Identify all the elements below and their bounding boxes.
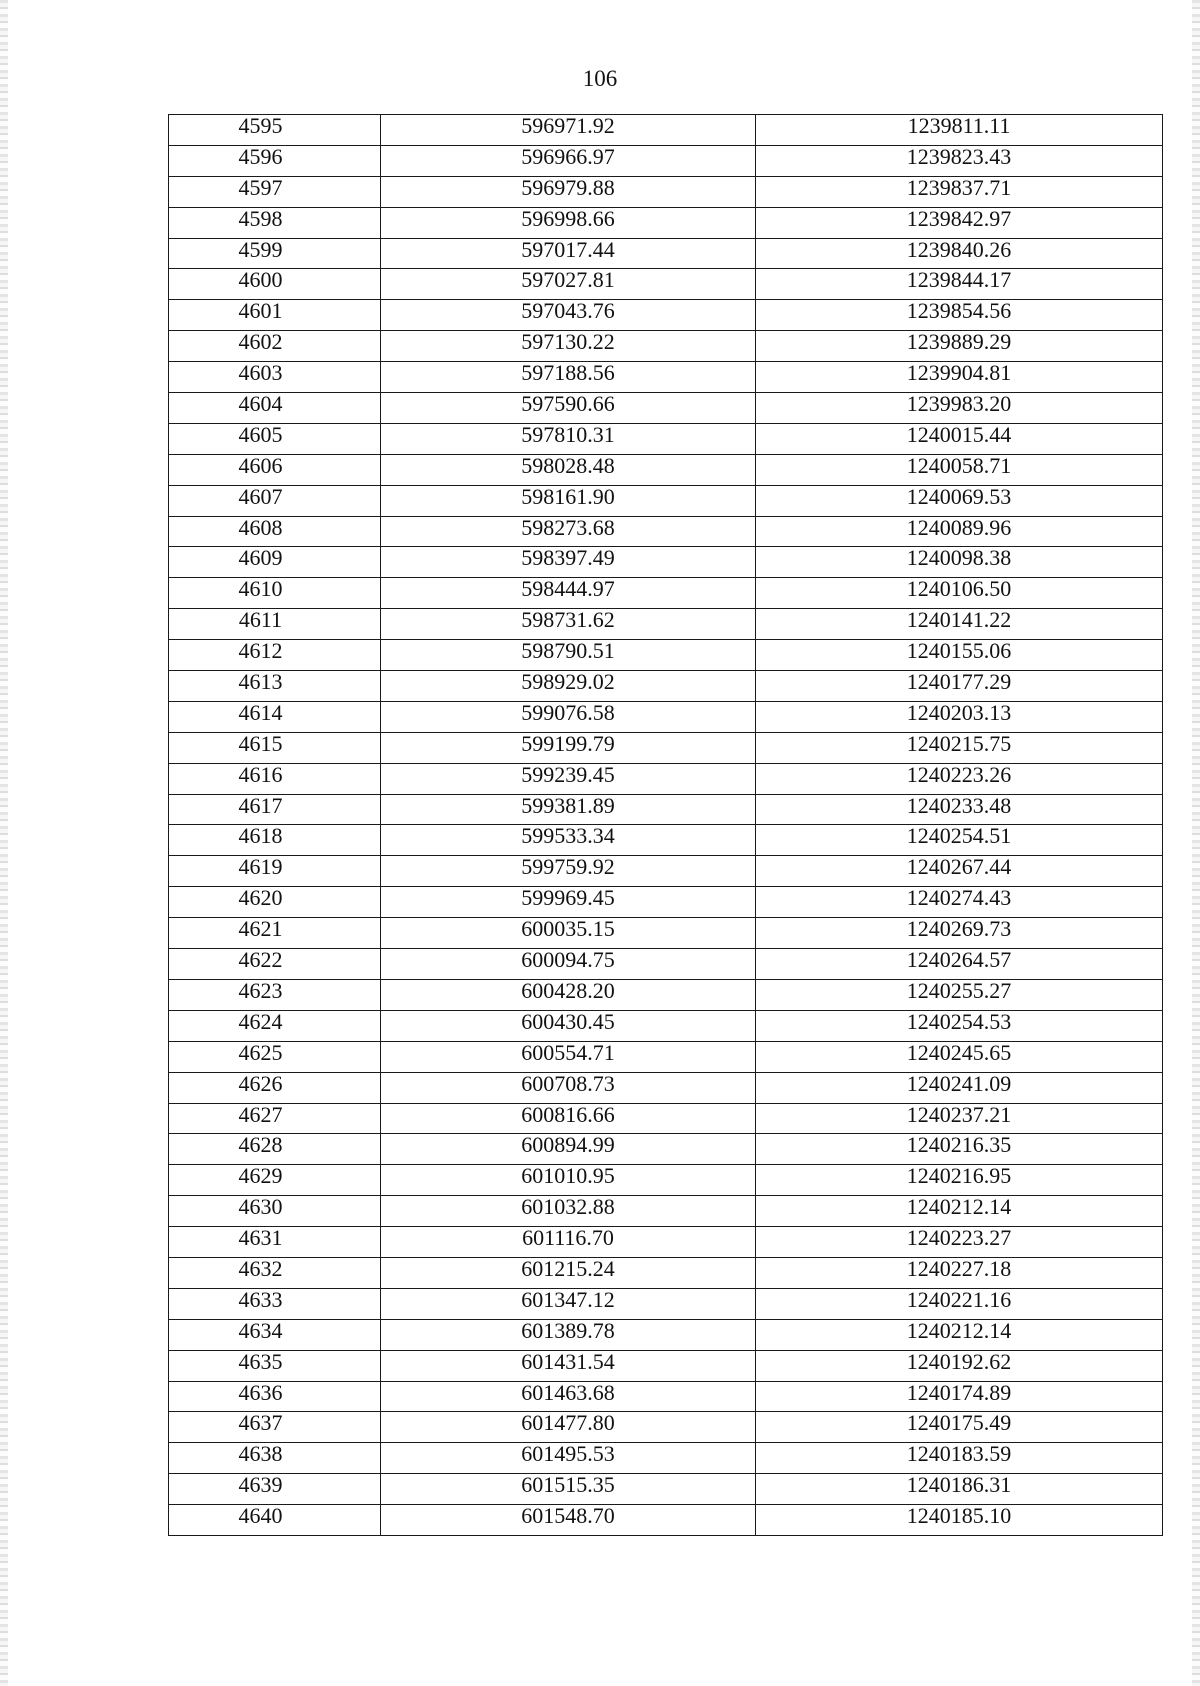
point-number-cell: 4634	[169, 1319, 381, 1350]
y-coordinate-cell: 1240269.73	[756, 918, 1163, 949]
point-number-cell: 4599	[169, 238, 381, 269]
x-coordinate-cell: 601495.53	[381, 1443, 756, 1474]
y-coordinate-cell: 1240254.53	[756, 1010, 1163, 1041]
y-coordinate-cell: 1240212.14	[756, 1319, 1163, 1350]
table-row	[169, 1319, 1163, 1350]
point-number-cell: 4605	[169, 423, 381, 454]
y-coordinate-cell: 1240255.27	[756, 979, 1163, 1010]
table-row	[169, 1103, 1163, 1134]
x-coordinate-cell: 597017.44	[381, 238, 756, 269]
x-coordinate-cell: 597027.81	[381, 269, 756, 300]
y-coordinate-cell: 1239842.97	[756, 207, 1163, 238]
table-row	[169, 454, 1163, 485]
x-coordinate-cell: 597188.56	[381, 362, 756, 393]
y-coordinate-cell: 1240233.48	[756, 794, 1163, 825]
x-coordinate-cell: 598028.48	[381, 454, 756, 485]
x-coordinate-cell: 601116.70	[381, 1227, 756, 1258]
point-number-cell: 4604	[169, 393, 381, 424]
table-row	[169, 1072, 1163, 1103]
y-coordinate-cell: 1240215.75	[756, 732, 1163, 763]
point-number-cell: 4621	[169, 918, 381, 949]
point-number-cell: 4609	[169, 547, 381, 578]
coordinates-table-body	[169, 115, 1163, 1536]
table-row	[169, 393, 1163, 424]
y-coordinate-cell: 1239889.29	[756, 331, 1163, 362]
point-number-cell: 4615	[169, 732, 381, 763]
y-coordinate-cell: 1240254.51	[756, 825, 1163, 856]
x-coordinate-cell: 600816.66	[381, 1103, 756, 1134]
point-number-cell: 4640	[169, 1505, 381, 1536]
y-coordinate-cell: 1239844.17	[756, 269, 1163, 300]
y-coordinate-cell: 1240216.95	[756, 1165, 1163, 1196]
point-number-cell: 4597	[169, 176, 381, 207]
y-coordinate-cell: 1240185.10	[756, 1505, 1163, 1536]
table-row	[169, 1257, 1163, 1288]
point-number-cell: 4601	[169, 300, 381, 331]
x-coordinate-cell: 600554.71	[381, 1041, 756, 1072]
y-coordinate-cell: 1240223.26	[756, 763, 1163, 794]
table-row	[169, 1505, 1163, 1536]
y-coordinate-cell: 1239983.20	[756, 393, 1163, 424]
table-row	[169, 1474, 1163, 1505]
point-number-cell: 4595	[169, 115, 381, 146]
y-coordinate-cell: 1240106.50	[756, 578, 1163, 609]
point-number-cell: 4600	[169, 269, 381, 300]
table-row	[169, 1443, 1163, 1474]
x-coordinate-cell: 601215.24	[381, 1257, 756, 1288]
point-number-cell: 4616	[169, 763, 381, 794]
point-number-cell: 4624	[169, 1010, 381, 1041]
y-coordinate-cell: 1240203.13	[756, 701, 1163, 732]
table-row	[169, 1288, 1163, 1319]
table-row	[169, 145, 1163, 176]
x-coordinate-cell: 601548.70	[381, 1505, 756, 1536]
point-number-cell: 4630	[169, 1196, 381, 1227]
x-coordinate-cell: 597810.31	[381, 423, 756, 454]
table-row	[169, 1134, 1163, 1165]
table-row	[169, 1196, 1163, 1227]
table-row	[169, 331, 1163, 362]
y-coordinate-cell: 1240058.71	[756, 454, 1163, 485]
x-coordinate-cell: 598929.02	[381, 671, 756, 702]
point-number-cell: 4613	[169, 671, 381, 702]
point-number-cell: 4610	[169, 578, 381, 609]
table-row	[169, 176, 1163, 207]
x-coordinate-cell: 600894.99	[381, 1134, 756, 1165]
y-coordinate-cell: 1240192.62	[756, 1350, 1163, 1381]
table-row	[169, 640, 1163, 671]
x-coordinate-cell: 600094.75	[381, 949, 756, 980]
x-coordinate-cell: 596979.88	[381, 176, 756, 207]
y-coordinate-cell: 1240186.31	[756, 1474, 1163, 1505]
x-coordinate-cell: 596966.97	[381, 145, 756, 176]
y-coordinate-cell: 1240267.44	[756, 856, 1163, 887]
table-row	[169, 1165, 1163, 1196]
x-coordinate-cell: 597043.76	[381, 300, 756, 331]
table-row	[169, 423, 1163, 454]
point-number-cell: 4626	[169, 1072, 381, 1103]
point-number-cell: 4617	[169, 794, 381, 825]
y-coordinate-cell: 1240221.16	[756, 1288, 1163, 1319]
x-coordinate-cell: 597590.66	[381, 393, 756, 424]
table-row	[169, 732, 1163, 763]
y-coordinate-cell: 1240241.09	[756, 1072, 1163, 1103]
x-coordinate-cell: 601515.35	[381, 1474, 756, 1505]
x-coordinate-cell: 601032.88	[381, 1196, 756, 1227]
x-coordinate-cell: 601463.68	[381, 1381, 756, 1412]
y-coordinate-cell: 1240098.38	[756, 547, 1163, 578]
table-row	[169, 671, 1163, 702]
y-coordinate-cell: 1240274.43	[756, 887, 1163, 918]
table-row	[169, 949, 1163, 980]
x-coordinate-cell: 599533.34	[381, 825, 756, 856]
point-number-cell: 4622	[169, 949, 381, 980]
y-coordinate-cell: 1240177.29	[756, 671, 1163, 702]
y-coordinate-cell: 1240174.89	[756, 1381, 1163, 1412]
table-row	[169, 547, 1163, 578]
x-coordinate-cell: 596971.92	[381, 115, 756, 146]
x-coordinate-cell: 598731.62	[381, 609, 756, 640]
y-coordinate-cell: 1239840.26	[756, 238, 1163, 269]
table-row	[169, 763, 1163, 794]
point-number-cell: 4611	[169, 609, 381, 640]
x-coordinate-cell: 601389.78	[381, 1319, 756, 1350]
table-row	[169, 794, 1163, 825]
y-coordinate-cell: 1239837.71	[756, 176, 1163, 207]
x-coordinate-cell: 601431.54	[381, 1350, 756, 1381]
table-row	[169, 578, 1163, 609]
table-row	[169, 918, 1163, 949]
point-number-cell: 4635	[169, 1350, 381, 1381]
scan-edge-left	[0, 0, 8, 1686]
table-row	[169, 609, 1163, 640]
x-coordinate-cell: 599381.89	[381, 794, 756, 825]
table-row	[169, 1227, 1163, 1258]
table-row	[169, 1381, 1163, 1412]
point-number-cell: 4614	[169, 701, 381, 732]
point-number-cell: 4639	[169, 1474, 381, 1505]
x-coordinate-cell: 599076.58	[381, 701, 756, 732]
y-coordinate-cell: 1239854.56	[756, 300, 1163, 331]
x-coordinate-cell: 597130.22	[381, 331, 756, 362]
y-coordinate-cell: 1240141.22	[756, 609, 1163, 640]
table-row	[169, 825, 1163, 856]
x-coordinate-cell: 598161.90	[381, 485, 756, 516]
table-row	[169, 362, 1163, 393]
x-coordinate-cell: 599969.45	[381, 887, 756, 918]
table-row	[169, 1010, 1163, 1041]
x-coordinate-cell: 598397.49	[381, 547, 756, 578]
point-number-cell: 4632	[169, 1257, 381, 1288]
table-row	[169, 979, 1163, 1010]
table-row	[169, 115, 1163, 146]
point-number-cell: 4628	[169, 1134, 381, 1165]
table-row	[169, 1041, 1163, 1072]
x-coordinate-cell: 600035.15	[381, 918, 756, 949]
table-row	[169, 516, 1163, 547]
x-coordinate-cell: 599239.45	[381, 763, 756, 794]
table-row	[169, 1350, 1163, 1381]
x-coordinate-cell: 601347.12	[381, 1288, 756, 1319]
x-coordinate-cell: 598790.51	[381, 640, 756, 671]
point-number-cell: 4612	[169, 640, 381, 671]
y-coordinate-cell: 1240015.44	[756, 423, 1163, 454]
point-number-cell: 4627	[169, 1103, 381, 1134]
point-number-cell: 4618	[169, 825, 381, 856]
y-coordinate-cell: 1240264.57	[756, 949, 1163, 980]
table-row	[169, 269, 1163, 300]
scan-edge-right	[1192, 0, 1200, 1686]
table-row	[169, 887, 1163, 918]
point-number-cell: 4633	[169, 1288, 381, 1319]
point-number-cell: 4625	[169, 1041, 381, 1072]
point-number-cell: 4636	[169, 1381, 381, 1412]
y-coordinate-cell: 1240245.65	[756, 1041, 1163, 1072]
x-coordinate-cell: 600428.20	[381, 979, 756, 1010]
table-row	[169, 485, 1163, 516]
x-coordinate-cell: 599199.79	[381, 732, 756, 763]
point-number-cell: 4608	[169, 516, 381, 547]
point-number-cell: 4638	[169, 1443, 381, 1474]
y-coordinate-cell: 1240183.59	[756, 1443, 1163, 1474]
point-number-cell: 4637	[169, 1412, 381, 1443]
y-coordinate-cell: 1239811.11	[756, 115, 1163, 146]
point-number-cell: 4606	[169, 454, 381, 485]
point-number-cell: 4623	[169, 979, 381, 1010]
y-coordinate-cell: 1239823.43	[756, 145, 1163, 176]
x-coordinate-cell: 598273.68	[381, 516, 756, 547]
y-coordinate-cell: 1240155.06	[756, 640, 1163, 671]
table-row	[169, 856, 1163, 887]
page-number: 106	[582, 66, 618, 91]
x-coordinate-cell: 600430.45	[381, 1010, 756, 1041]
y-coordinate-cell: 1240069.53	[756, 485, 1163, 516]
point-number-cell: 4607	[169, 485, 381, 516]
table-row	[169, 207, 1163, 238]
point-number-cell: 4631	[169, 1227, 381, 1258]
coordinates-table	[168, 114, 1163, 1536]
x-coordinate-cell: 601477.80	[381, 1412, 756, 1443]
table-row	[169, 701, 1163, 732]
table-row	[169, 238, 1163, 269]
y-coordinate-cell: 1240237.21	[756, 1103, 1163, 1134]
point-number-cell: 4620	[169, 887, 381, 918]
x-coordinate-cell: 600708.73	[381, 1072, 756, 1103]
y-coordinate-cell: 1240216.35	[756, 1134, 1163, 1165]
y-coordinate-cell: 1240212.14	[756, 1196, 1163, 1227]
y-coordinate-cell: 1240089.96	[756, 516, 1163, 547]
point-number-cell: 4602	[169, 331, 381, 362]
point-number-cell: 4629	[169, 1165, 381, 1196]
x-coordinate-cell: 599759.92	[381, 856, 756, 887]
x-coordinate-cell: 596998.66	[381, 207, 756, 238]
x-coordinate-cell: 598444.97	[381, 578, 756, 609]
point-number-cell: 4596	[169, 145, 381, 176]
y-coordinate-cell: 1240223.27	[756, 1227, 1163, 1258]
y-coordinate-cell: 1240175.49	[756, 1412, 1163, 1443]
point-number-cell: 4619	[169, 856, 381, 887]
point-number-cell: 4598	[169, 207, 381, 238]
x-coordinate-cell: 601010.95	[381, 1165, 756, 1196]
table-row	[169, 300, 1163, 331]
point-number-cell: 4603	[169, 362, 381, 393]
y-coordinate-cell: 1239904.81	[756, 362, 1163, 393]
y-coordinate-cell: 1240227.18	[756, 1257, 1163, 1288]
table-row	[169, 1412, 1163, 1443]
